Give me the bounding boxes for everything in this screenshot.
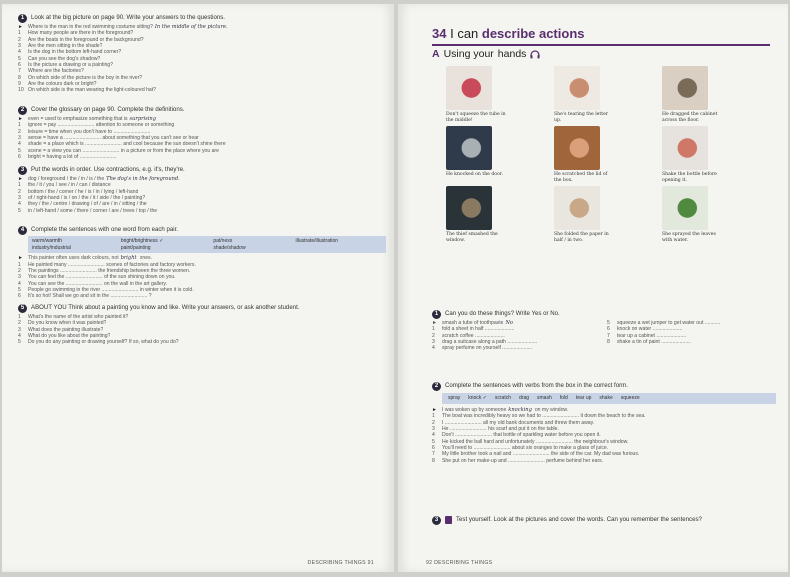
question-line: 4 they / the / centre / drawing / of / are / in / sitting / the (18, 201, 147, 208)
question-line: 2 bottom / the / corner / he / is / in / lying / left-hand (18, 188, 139, 195)
question-line: 3 sense = have a .......................... about something that you can't see or hear (18, 135, 199, 142)
box-word: smash (537, 395, 552, 401)
page-footer: 92 DESCRIBING THINGS (426, 560, 493, 566)
picture-card (554, 186, 654, 243)
box-word: tear up (575, 395, 592, 401)
unit-title: 34 I can describe actions (432, 26, 770, 46)
question-line: 1 ignore = pay .......................... attention to someone or something (18, 122, 175, 129)
question-line: 1 The boat was incredibly heavy so we had to .......................... it down the beach to the sea. (432, 413, 646, 420)
handwritten-answer: surprising (129, 116, 156, 122)
example-line: ► This painter often uses dark colours, not bright ones. (18, 255, 152, 262)
picture-card (446, 66, 546, 123)
picture-caption: He knocked on the door. (446, 172, 503, 178)
exercise-2 (18, 106, 386, 160)
exercise-1 (432, 310, 776, 352)
question-line: 1 the / it / you / see / in / can / distance (18, 182, 111, 189)
question-line: 7 tear up a cabinet ..................... (607, 332, 687, 339)
question-line: 4 Is the dog in the bottom left-hand corner? (18, 49, 122, 56)
question-line: 2 leisure = time when you don't have to .......................... (18, 128, 151, 135)
box-word: bright/brightness ✓ (120, 238, 164, 244)
question-line: 5 in / left-hand / some / there / corner / are / trees / top / the (18, 207, 158, 214)
question-line: 6 Is the picture a drawing or a painting? (18, 62, 113, 69)
unit-number: 34 (432, 26, 447, 41)
question-line: 7 Where are the factories? (18, 68, 84, 75)
photo (446, 186, 492, 230)
handwritten-answer: No (505, 320, 513, 326)
box-word: spray (448, 395, 461, 401)
section-heading: A Using your hands (432, 48, 540, 60)
photo (662, 66, 708, 110)
exercise-number: 1 (432, 310, 441, 319)
question-line: 3 What does the painting illustrate? (18, 326, 104, 333)
question-line: 2 scratch coffee ..................... (432, 332, 505, 339)
picture-caption: The thief smashed the window. (446, 232, 498, 243)
exercise-5 (18, 304, 386, 346)
question-line: 2 I .......................... all my old bank documents and threw them away. (432, 419, 595, 426)
picture-card (662, 186, 762, 243)
exercise-number: 1 (18, 14, 27, 23)
exercise-heading: Put the words in order. Use contractions, e.g. it's, they're. (31, 166, 185, 173)
picture-caption: He dragged the cabinet across the floor. (662, 112, 718, 123)
exercise-heading: Complete the sentences with one word from each pair. (31, 226, 179, 233)
question-line: 8 She put on her make-up and .......................... perfume behind her ears. (432, 457, 604, 464)
box-word: fold (559, 395, 568, 401)
headphones-icon[interactable] (530, 50, 540, 59)
question-line: 9 Are the colours dark or bright? (18, 81, 97, 88)
question-line: 4 spray perfume on yourself ..................... (432, 345, 533, 352)
question-line: 8 shake a tin of paint ..................... (607, 339, 691, 346)
question-line: 3 You can feel the .......................... of the sun shining down on you. (18, 274, 176, 281)
box-word: industry/industrial (32, 244, 71, 251)
picture-card (446, 186, 546, 243)
verb-box (442, 393, 776, 404)
example-line: ► I was woken up by someone knocking on my window. (432, 407, 569, 413)
picture-caption: Don't squeeze the tube in the middle! (446, 112, 506, 123)
question-line: 6 knock on water ..................... (607, 326, 683, 333)
exercise-3 (18, 166, 386, 214)
picture-caption: She sprayed the leaves with water. (662, 232, 716, 243)
question-line: 10 On which side is the man wearing the light-coloured hat? (18, 87, 156, 94)
handwritten-answer: In the middle of the picture. (154, 24, 228, 30)
exercise-number: 2 (18, 106, 27, 115)
question-line: 4 shade = a place which is .......................... and cool because the sun doesn't shine there (18, 141, 226, 148)
picture-caption: She's tearing the letter up. (554, 112, 609, 123)
word-box (28, 236, 386, 253)
picture-grid (446, 66, 766, 244)
exercise-number: 2 (432, 382, 441, 391)
exercise-heading: Can you do these things? Write Yes or No. (445, 310, 560, 317)
question-line: 3 drag a suitcase along a path ..................... (432, 339, 538, 346)
exercise-heading: Cover the glossary on page 90. Complete the definitions. (31, 106, 185, 113)
exercise-number: 3 (18, 166, 27, 175)
exercise-1 (18, 14, 386, 94)
question-line: 2 Are the boats in the foreground or the background? (18, 36, 144, 43)
box-word: illustrate/illustration (295, 238, 339, 244)
question-line: 8 On which side of the picture is the boy in the river? (18, 74, 143, 81)
question-line: 2 Do you know when it was painted? (18, 320, 107, 327)
picture-caption: Shake the bottle before opening it. (662, 172, 717, 183)
box-word: drag (519, 395, 530, 401)
exercise-heading: Test yourself. Look at the pictures and cover the words. Can you remember the sentences? (456, 516, 702, 523)
question-list (432, 413, 776, 464)
question-line: 1 He painted many .......................... scenes of factories and factory workers. (18, 261, 196, 268)
picture-card (446, 126, 546, 183)
photo (554, 66, 600, 110)
question-line: 1 What's the name of the artist who painted it? (18, 314, 129, 320)
picture-caption: She folded the paper in half / in two. (554, 232, 609, 243)
question-line: 5 scene = a view you can .......................... in a picture or from the place where you are (18, 147, 219, 154)
handwritten-answer: knocking (508, 407, 532, 413)
page-footer: DESCRIBING THINGS 91 (307, 560, 374, 566)
photo (554, 186, 600, 230)
question-line: 2 The paintings .......................... the friendship between the three women. (18, 267, 191, 274)
photo (662, 186, 708, 230)
question-line: ► smash a tube of toothpaste No (432, 320, 513, 326)
question-line: 3 of / right-hand / is / on / the / it / side / the / painting? (18, 195, 146, 202)
question-line: 7 My little brother took a nail and .......................... the side of the car. My dad was furious. (432, 451, 640, 458)
handwritten-answer: The dog's in the foreground. (106, 176, 180, 182)
photo (446, 126, 492, 170)
question-line: 6 bright = having a lot of .......................... (18, 154, 117, 161)
question-line: 6 It's so hot! Shall we go and sit in the .......................... ? (18, 293, 152, 300)
photo (662, 126, 708, 170)
question-line: 5 squeeze a wet jumper to get water out ........... (607, 320, 721, 326)
picture-card (662, 126, 762, 183)
picture-card (554, 66, 654, 123)
example-line: ► Where is the man in the red swimming costume sitting? In the middle of the picture. (18, 24, 228, 30)
box-word: shade/shadow (213, 244, 246, 251)
box-word: shake (599, 395, 613, 401)
exercise-3 (432, 516, 776, 526)
question-line: 5 Can you see the dog's shadow? (18, 55, 101, 62)
box-word: scratch (494, 395, 511, 401)
question-column (607, 320, 776, 352)
question-list (18, 182, 386, 214)
box-word: warm/warmth (32, 238, 63, 244)
right-page (398, 4, 788, 572)
question-line: 1 fold a sheet in half ..................... (432, 326, 515, 333)
question-line: 5 Do you do any painting or drawing yourself? If so, what do you do? (18, 339, 179, 346)
question-line: 4 You can see the .......................... on the wall in the art gallery. (18, 280, 168, 287)
question-line: 4 Don't .......................... that bottle of sparkling water before you open it. (432, 432, 601, 439)
question-list (18, 262, 386, 300)
example-line: ► dog / foreground / the / in / is / the The dog's in the foreground. (18, 176, 180, 182)
question-line: 3 He .......................... his scarf and put it on the table. (432, 426, 559, 433)
picture-caption: He scratched the lid of the box. (554, 172, 608, 183)
exercise-2 (432, 382, 776, 464)
handwritten-answer: bright (120, 255, 137, 262)
picture-card (554, 126, 654, 183)
question-list (18, 122, 386, 160)
example-line: ► even = used to emphasize something that is surprising (18, 116, 156, 122)
question-column (432, 320, 601, 352)
question-line: 6 You'll need to .......................... about six oranges to make a glass of juice. (432, 445, 609, 452)
question-line: 5 People go swimming in the river .......................... in winter when it is cold. (18, 286, 194, 293)
exercise-number: 3 (432, 516, 441, 525)
photo (446, 66, 492, 110)
question-list (18, 30, 386, 93)
exercise-heading: Complete the sentences with verbs from the box in the correct form. (445, 382, 628, 389)
picture-card (662, 66, 762, 123)
question-line: 3 Are the men sitting in the shade? (18, 43, 103, 50)
exercise-heading: ABOUT YOU Think about a painting you know and like. Write your answers, or ask another student. (31, 304, 300, 311)
box-word: knock ✓ (468, 395, 487, 401)
question-line: 5 He kicked the ball hard and unfortunately .......................... the neighbour's window. (432, 438, 629, 445)
left-page (2, 4, 394, 572)
box-word: squeeze (620, 395, 640, 401)
exercise-number: 5 (18, 304, 27, 313)
exercise-4 (18, 226, 386, 300)
question-list (18, 314, 386, 346)
question-line: 4 What do you like about the painting? (18, 333, 111, 340)
photo (554, 126, 600, 170)
book-icon (445, 516, 452, 524)
exercise-number: 4 (18, 226, 27, 235)
exercise-heading: Look at the big picture on page 90. Write your answers to the questions. (31, 14, 225, 21)
box-word: pat/ness (213, 238, 233, 244)
box-word: paint/painting (120, 244, 151, 251)
question-line: 1 How many people are there in the foreground? (18, 30, 134, 37)
